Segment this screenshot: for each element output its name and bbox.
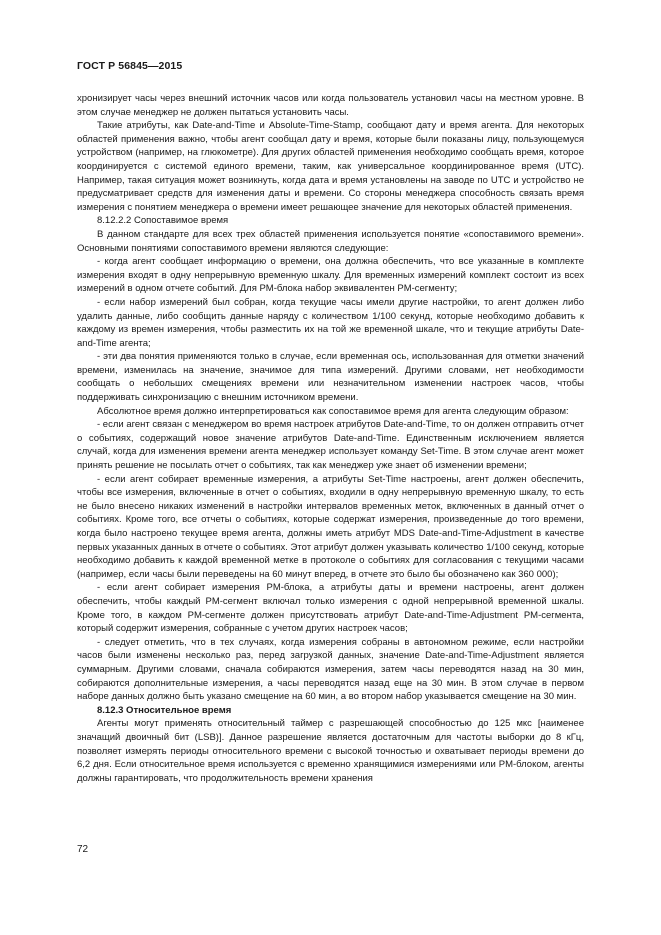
list-item: - если агент собирает измерения PM-блока, а атрибуты даты и времени настроены, агент должен обеспечить, чтобы каждый PM-сегмент включал только измерения с одной непрерывной временной шкалы. Кроме того, в каждом PM-сегменте должен присутствовать атрибут Date-and-Time-Adjustment PM-сегмента, который содержит измерения, собранные с учетом других настроек часов; (77, 582, 584, 635)
section-heading-8-12-3: 8.12.3 Относительное время (97, 704, 232, 716)
standard-header: ГОСТ Р 56845—2015 (77, 60, 183, 72)
list-item: - эти два понятия применяются только в случае, если временная ось, использованная для отметки значений времени, изменилась на значение, значимое для типа измерений. Другими словами, нет необходимости сообщать о небольших смещениях времени или незначительном изменении настроек часов, чтобы поддерживать синхронизацию с внешним источником времени. (77, 351, 584, 404)
paragraph-continuation: хронизирует часы через внешний источник часов или когда пользователь установил часы на местном уровне. В этом случае менеджер не должен пытаться установить часы. (77, 93, 584, 118)
paragraph: Абсолютное время должно интерпретироваться как сопоставимое время для агента следующим образом: (97, 405, 569, 417)
list-item: - если агент связан с менеджером во время настроек атрибутов Date-and-Time, то он должен отправить отчет о событиях, содержащий новое значение атрибутов Date-and-Time. Единственным исключением является случай, когда для изменения времени агента менеджер использует команду Set-Time. В этом случае агент может принять решение не посылать отчет о событиях, так как менеджер уже знает об изменении времени; (77, 419, 584, 472)
list-item: - если набор измерений был собран, когда текущие часы имели другие настройки, то агент должен либо удалить данные, либо сообщить данные наряду с количеством 1/100 секунд, которые необходимо добавить к каждому из времен измерения, чтобы разместить их на той же временной шкале, что и текущие атрибуты Date-and-Time агента; (77, 296, 584, 349)
paragraph: Такие атрибуты, как Date-and-Time и Absolute-Time-Stamp, сообщают дату и время агента. Для некоторых областей применения важно, чтобы агент сообщал дату и время, которые были показаны лицу, пользующемуся устройством (например, на глюкометре). Для других областей применения необходимо сообщать время, которое координируется с системой единого времени, таким, как универсальное координированное время (UTC). Например, такая ситуация может возникнуть, когда дата и время установлены на заводе по UTC и устройство не предусматривает средств для изменения даты и времени. Со стороны менеджера способность связать время измерения с понятием менеджера о времени имеет решающее значение для некоторых областей применения. (77, 120, 584, 213)
paragraph: Агенты могут применять относительный таймер с разрешающей способностью до 125 мкс [наименее значащий двоичный бит (LSB)]. Данное разрешение является достаточным для частоты выборки до 8 кГц, позволяет измерять периоды относительного времени с высокой точностью и охватывает периоды времени до 6,2 дня. Если относительное время используется с временно хранящимися измерениями или PM-блоком, агенты должны гарантировать, что продолжительность времени хранения (77, 718, 584, 784)
page-number: 72 (77, 844, 89, 855)
list-item: - если агент собирает временные измерения, а атрибуты Set-Time настроены, агент должен обеспечить, чтобы все измерения, включенные в отчет о событиях, входили в одну непрерывную временную шкалу, то есть не было внесено никаких изменений в настройки интервалов временных меток, включенных в данный отчет о событиях. Кроме того, все отчеты о событиях, которые содержат измерения, произведенные до того времени, когда было настроено текущее время агента, должны иметь атрибут MDS Date-and-Time-Adjustment в качестве первых указанных данных в отчете о событиях. Этот атрибут должен указывать количество 1/100 секунд, которые необходимо добавить к каждой временной метке в протоколе о событиях для согласования с текущими часами (например, если часы были переведены на 60 минут вперед, в отчете это было бы обозначено как 360 000); (77, 473, 584, 580)
list-item: - когда агент сообщает информацию о времени, она должна обеспечить, что все указанные в комплекте измерения входят в одну непрерывную временную шкалу. Для временных измерений комплект состоит из всех измерений в одном отчете событий. Для PM-блока набор эквивалентен PM-сегменту; (77, 256, 584, 295)
paragraph: В данном стандарте для всех трех областей применения используется понятие «сопоставимого времени». Основными понятиями сопоставимого времени являются следующие: (77, 228, 584, 254)
list-item: - следует отметить, что в тех случаях, когда измерения собраны в автономном режиме, если настройки часов были изменены несколько раз, перед загрузкой данных, значение Date-and-Time-Adjustment является суммарным. Другими словами, сначала собираются измерения, затем часы переводятся назад на 30 мин, собираются дополнительные измерения, а часы переводятся назад еще на 30 мин. В этом случае в первом наборе данных должно быть указано смещение на 60 мин, а во втором набор указывается смещение на 30 мин. (77, 636, 584, 703)
body-text (77, 92, 584, 785)
section-heading-8-12-2-2: 8.12.2.2 Сопоставимое время (97, 215, 229, 227)
